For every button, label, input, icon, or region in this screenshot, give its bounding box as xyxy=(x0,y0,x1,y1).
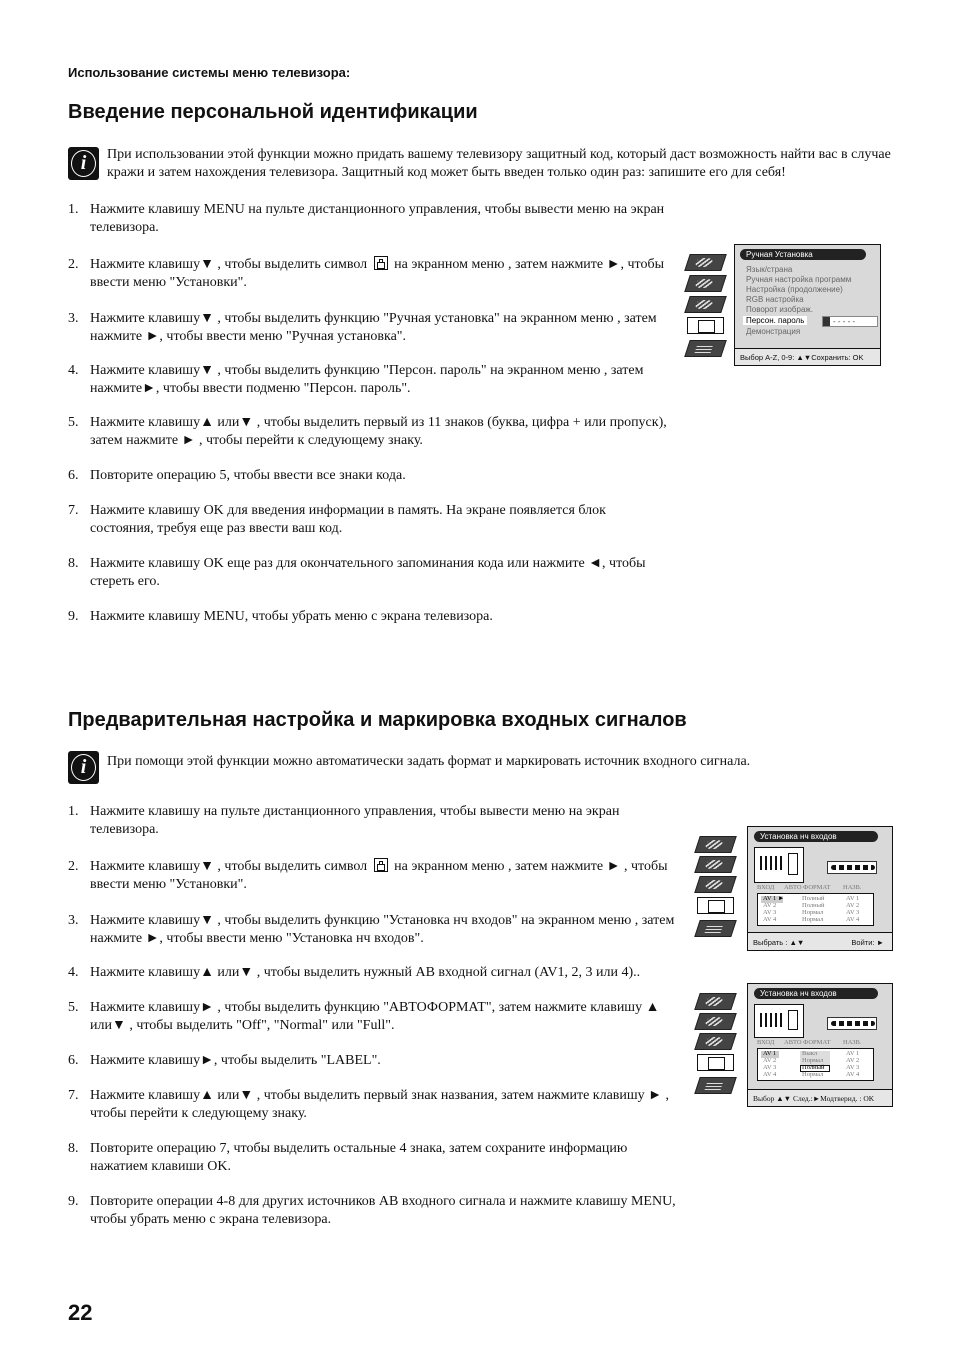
list-item: 9. Повторите операции 4-8 для других источников АВ входного сигнала и нажмите клавишу MENU, чтобы убрать меню с экрана телевизора. xyxy=(68,1194,676,1227)
list-item: 8. Нажмите клавишу OK еще раз для окончательного запоминания кода или нажмите ◄, чтобы стереть его. xyxy=(68,556,646,589)
table-cell: AV 3 xyxy=(763,909,777,916)
col-header-input: ВХОД xyxy=(757,1039,775,1046)
list-item: 2. Нажмите клавишу▼ , чтобы выделить символ на экранном меню , затем нажмите ► , чтобы ввести меню "Установки". xyxy=(68,859,668,892)
section2-note: При помощи этой функции можно автоматически задать формат и маркировать источник входного сигнала. xyxy=(107,754,751,769)
av-inputs-menu-diagram-a xyxy=(694,826,894,952)
table-cell: AV 2 xyxy=(763,902,777,909)
section2-steps xyxy=(68,803,682,1229)
features-menu-icon xyxy=(694,876,737,893)
scart-sockets-icon xyxy=(827,1017,877,1030)
table-cell: AV 4 xyxy=(846,916,860,923)
list-item: 4. Нажмите клавишу▲ или▼ , чтобы выделить нужный АВ входной сигнал (AV1, 2, 3 или 4).. xyxy=(68,965,641,980)
menu-item: RGB настройка xyxy=(746,295,804,304)
page-number: 22 xyxy=(68,1300,93,1325)
table-cell: AV 4 xyxy=(763,916,777,923)
menu-item: Демонстрация xyxy=(746,327,801,336)
sound-menu-icon xyxy=(694,1013,737,1030)
menu-footer: Выбор A-Z, 0-9: ▲▼Сохранить: OK xyxy=(735,348,880,365)
updown-arrows-icon xyxy=(823,317,830,326)
table-cell: Нормал xyxy=(802,1071,824,1078)
col-header-format: АВТО ФОРМАТ xyxy=(784,1039,831,1046)
menu-item: Настройка (продолжение) xyxy=(746,285,843,294)
table-cell: Выкл xyxy=(802,1050,818,1057)
av-inputs-menu-diagram-b xyxy=(694,983,894,1109)
list-item: 3. Нажмите клавишу▼ , чтобы выделить функцию "Установка нч входов" на экранном меню , затем нажмите ►, чтобы ввести меню "Установка нч входов". xyxy=(68,913,675,946)
menu-title: Ручная Установка xyxy=(740,249,866,260)
info-icon: i xyxy=(68,147,99,180)
footer-enter: Войти: ► xyxy=(851,938,884,947)
menu-title: Установка нч входов xyxy=(754,988,878,999)
menu-panel xyxy=(747,826,893,951)
table-cell: AV 3 xyxy=(763,1064,777,1071)
table-cell: AV 1 xyxy=(846,1050,860,1057)
menu-footer: Выбор ▲▼ След.:►Модтверид. : OK xyxy=(748,1089,892,1106)
menu-item-selected: Персон. пароль xyxy=(743,316,807,325)
manual-setup-menu-diagram xyxy=(684,244,882,368)
list-item: 5. Нажмите клавишу► , чтобы выделить функцию "АВТОФОРМАТ", затем нажмите клавишу ▲ или▼ , чтобы выделить "Off", "Normal" или "Full". xyxy=(68,1000,660,1033)
connector-panel-icon xyxy=(754,847,804,883)
section1-title: Введение персональной идентификации xyxy=(68,101,478,123)
list-item: 2. Нажмите клавишу▼ , чтобы выделить символ на экранном меню , затем нажмите ►, чтобы ввести меню "Установки". xyxy=(68,257,664,290)
menu-panel xyxy=(734,244,881,366)
menu-item: Ручная настройка программ xyxy=(746,275,852,284)
footer-select: Выбрать : ▲▼ xyxy=(753,938,805,947)
table-cell: AV 1 ► xyxy=(763,895,785,902)
inputs-table xyxy=(757,893,874,926)
list-item: 1. Нажмите клавишу на пульте дистанционного управления, чтобы вывести меню на экран телевизора. xyxy=(68,804,620,837)
running-head: Использование системы меню телевизора: xyxy=(68,65,351,80)
info-icon: i xyxy=(68,751,99,784)
picture-menu-icon xyxy=(694,993,737,1010)
preset-menu-icon xyxy=(684,340,727,357)
inputs-table xyxy=(757,1048,874,1081)
preset-menu-icon xyxy=(694,1077,737,1094)
list-item: 9. Нажмите клавишу MENU, чтобы убрать меню с экрана телевизора. xyxy=(68,609,493,624)
setup-symbol-icon xyxy=(374,858,388,872)
list-item: 5. Нажмите клавишу▲ или▼ , чтобы выделить первый из 11 знаков (буква, цифра + или пропуск), затем нажмите ► , чтобы перейти к следующему знаку. xyxy=(68,415,667,448)
features-menu-icon xyxy=(694,1033,737,1050)
table-cell: Полный xyxy=(802,902,825,909)
table-cell: AV 4 xyxy=(763,1071,777,1078)
col-header-input: ВХОД xyxy=(757,884,775,891)
table-cell: Нормал xyxy=(802,1057,824,1064)
table-cell: AV 1 xyxy=(763,1050,777,1057)
table-cell: Нормал xyxy=(802,916,824,923)
connector-panel-icon xyxy=(754,1004,804,1038)
section1-steps xyxy=(68,201,668,626)
menu-item: Язык/страна xyxy=(746,265,793,274)
table-cell: AV 3 xyxy=(846,909,860,916)
list-item: 8. Повторите операцию 7, чтобы выделить остальные 4 знака, затем сохраните информацию нажатием клавиши OK. xyxy=(68,1141,628,1174)
list-item: 6. Повторите операцию 5, чтобы ввести все знаки кода. xyxy=(68,468,406,483)
table-cell: AV 1 xyxy=(846,895,860,902)
section1-note: При использовании этой функции можно придать вашему телевизору защитный код, который даст возможность найти вас в случае кражи и затем нахождения телевизора. Защитный код может быть введен только один раз: запишите его для себя! xyxy=(107,147,891,180)
table-cell: AV 3 xyxy=(846,1064,860,1071)
preset-menu-icon xyxy=(694,920,737,937)
picture-menu-icon xyxy=(694,836,737,853)
col-header-label: НАЗВ. xyxy=(843,884,862,891)
table-cell: AV 2 xyxy=(846,1057,860,1064)
list-item: 7. Нажмите клавишу▲ или▼ , чтобы выделить первый знак названия, затем нажмите клавишу ► , чтобы перейти к следующему знаку. xyxy=(68,1088,670,1121)
features-menu-icon xyxy=(684,296,727,313)
col-header-format: АВТО ФОРМАТ xyxy=(784,884,831,891)
table-cell: AV 2 xyxy=(763,1057,777,1064)
menu-item: Поворот изображ. xyxy=(746,305,813,314)
list-item: 7. Нажмите клавишу OK для введения информации в память. На экране появляется блок состояния, требуя еще раз ввести ваш код. xyxy=(68,503,606,536)
setup-menu-icon xyxy=(697,1054,734,1071)
table-cell: AV 2 xyxy=(846,902,860,909)
table-cell-selected: Полный xyxy=(802,1064,825,1071)
list-item: 3. Нажмите клавишу▼ , чтобы выделить функцию "Ручная установка" на экранном меню , затем нажмите ►, чтобы ввести меню "Ручная установка". xyxy=(68,311,657,344)
list-item: 6. Нажмите клавишу►, чтобы выделить "LABEL". xyxy=(68,1053,381,1068)
code-field: - - - - - xyxy=(822,316,878,327)
sound-menu-icon xyxy=(694,856,737,873)
menu-title: Установка нч входов xyxy=(754,831,878,842)
menu-footer xyxy=(748,932,892,950)
table-cell: AV 4 xyxy=(846,1071,860,1078)
table-cell: Полный xyxy=(802,895,825,902)
list-item: 4. Нажмите клавишу▼ , чтобы выделить функцию "Персон. пароль" на экранном меню , затем нажмите►, чтобы ввести подменю "Персон. пароль". xyxy=(68,363,644,396)
menu-panel xyxy=(747,983,893,1107)
list-item: 1. Нажмите клавишу MENU на пульте дистанционного управления, чтобы вывести меню на экран телевизора. xyxy=(68,202,665,235)
col-header-label: НАЗВ. xyxy=(843,1039,862,1046)
scart-sockets-icon xyxy=(827,861,877,874)
sound-menu-icon xyxy=(684,275,727,292)
section2-title: Предварительная настройка и маркировка входных сигналов xyxy=(68,709,687,731)
table-cell: Нормал xyxy=(802,909,824,916)
setup-menu-icon xyxy=(697,897,734,914)
setup-menu-icon xyxy=(687,317,724,334)
picture-menu-icon xyxy=(684,254,727,271)
setup-symbol-icon xyxy=(374,256,388,270)
